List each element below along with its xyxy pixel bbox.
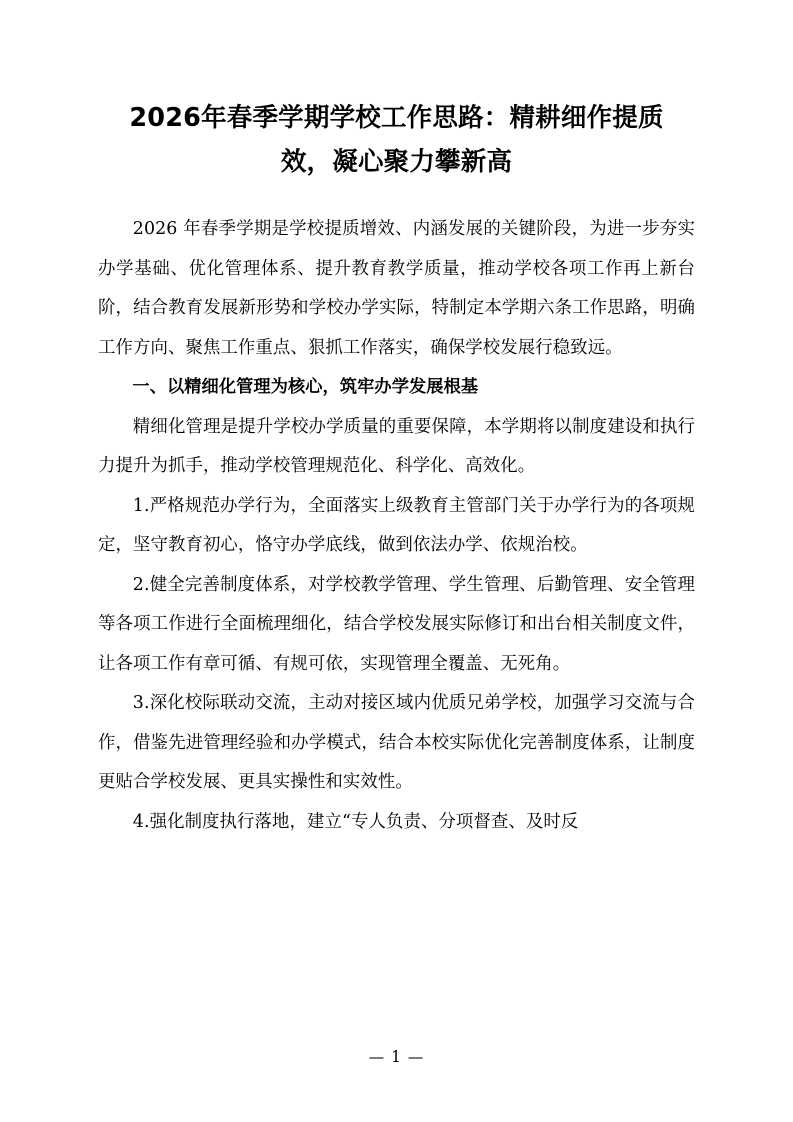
- paragraph-1: 2026 年春季学期是学校提质增效、内涵发展的关键阶段，为进一步夯实办学基础、优化管理体系、提升教育教学质量，推动学校各项工作再上新台阶，结合教育发展新形势和学校办学实际，特制定本学期六条工作思路，明确工作方向、聚焦工作重点、狠抓工作落实，确保学校发展行稳致远。: [98, 219, 695, 358]
- paragraph-6: 4.强化制度执行落地，建立“专人负责、分项督查、及时反: [132, 811, 579, 832]
- section-heading-1: 一、以精细化管理为核心，筑牢办学发展根基: [132, 377, 479, 397]
- paragraph-3: 1.严格规范办学行为，全面落实上级教育主管部门关于办学行为的各项规定，坚守教育初心，恪守办学底线，做到依法办学、依规治校。: [98, 495, 695, 555]
- paragraph-4: 2.健全完善制度体系，对学校教学管理、学生管理、后勤管理、安全管理等各项工作进行全面梳理细化，结合学校发展实际修订和出台相关制度文件，让各项工作有章可循、有规可依，实现管理全覆盖、无死角。: [98, 574, 695, 674]
- page-footer: — 1 —: [368, 1048, 425, 1066]
- page-title: 2026年春季学期学校工作思路：精耕细作提质效，凝心聚力攀新高: [129, 103, 664, 177]
- paragraph-2: 精细化管理是提升学校办学质量的重要保障，本学期将以制度建设和执行力提升为抓手，推动学校管理规范化、科学化、高效化。: [98, 416, 695, 476]
- paragraph-5: 3.深化校际联动交流，主动对接区域内优质兄弟学校，加强学习交流与合作，借鉴先进管理经验和办学模式，结合本校实际优化完善制度体系，让制度更贴合学校发展、更具实操性和实效性。: [98, 693, 695, 792]
